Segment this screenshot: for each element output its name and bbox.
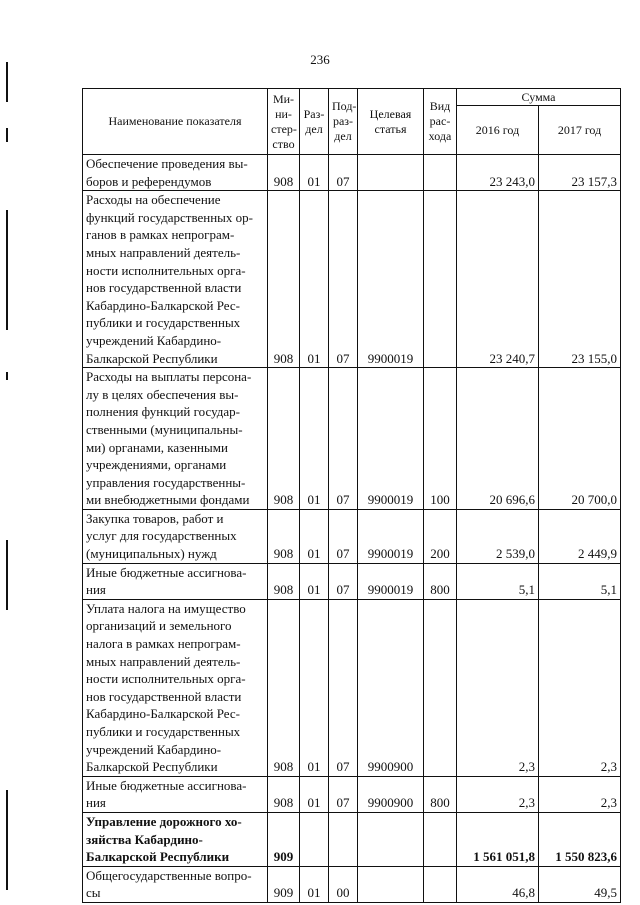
- cell-name: Расходы на обеспечение функций государственных ор- ганов в рамках непрограм- мных направлений деятель- ности исполнительных орга- нов государственной власти Кабардино-Балкарской Рес- публики и государственных учреждений Кабардино- Балкарской Республики: [83, 191, 268, 368]
- cell-2016: 23 243,0: [457, 155, 539, 191]
- page-number: 236: [310, 52, 330, 67]
- header-sum: Сумма: [457, 89, 621, 106]
- table-row: [83, 368, 621, 510]
- cell-expense-type: 100: [424, 368, 457, 510]
- cell-section: 01: [300, 776, 329, 812]
- cell-expense-type: 800: [424, 776, 457, 812]
- cell-section: 01: [300, 866, 329, 902]
- cell-expense-type: [424, 812, 457, 866]
- header-subsection: Под- раз- дел: [329, 89, 358, 155]
- cell-subsection: [329, 812, 358, 866]
- cell-name: Общегосударственные вопро- сы: [83, 866, 268, 902]
- table-row: [83, 563, 621, 599]
- cell-2017: 23 155,0: [539, 191, 621, 368]
- cell-2017: 2,3: [539, 776, 621, 812]
- header-year-2016: 2016 год: [457, 106, 539, 155]
- cell-target: [358, 812, 424, 866]
- cell-section: 01: [300, 509, 329, 563]
- cell-ministry: 909: [268, 812, 300, 866]
- budget-table: [82, 88, 621, 903]
- cell-subsection: 07: [329, 776, 358, 812]
- cell-ministry: 908: [268, 155, 300, 191]
- table-row: [83, 812, 621, 866]
- header-row: [83, 89, 621, 106]
- cell-2016: 2,3: [457, 599, 539, 776]
- cell-section: 01: [300, 563, 329, 599]
- cell-expense-type: [424, 191, 457, 368]
- cell-2016: 46,8: [457, 866, 539, 902]
- cell-target: 9900019: [358, 191, 424, 368]
- header-target: Целевая статья: [358, 89, 424, 155]
- cell-2016: 2 539,0: [457, 509, 539, 563]
- cell-ministry: 908: [268, 776, 300, 812]
- cell-expense-type: [424, 866, 457, 902]
- cell-target: 9900900: [358, 776, 424, 812]
- cell-target: 9900900: [358, 599, 424, 776]
- cell-subsection: 07: [329, 191, 358, 368]
- cell-target: [358, 866, 424, 902]
- cell-2017: 23 157,3: [539, 155, 621, 191]
- header-ministry: Ми- ни- стер- ство: [268, 89, 300, 155]
- cell-ministry: 908: [268, 368, 300, 510]
- cell-subsection: 07: [329, 599, 358, 776]
- cell-target: [358, 155, 424, 191]
- cell-subsection: 07: [329, 509, 358, 563]
- margin-mark: [6, 62, 8, 102]
- cell-target: 9900019: [358, 509, 424, 563]
- margin-mark: [6, 210, 8, 330]
- cell-name: Уплата налога на имущество организаций и земельного налога в рамках непрограм- мных направлений деятель- ности исполнительных орга- нов государственной власти Кабардино-Балкарской Рес- публики и государственных учреждений Кабардино- Балкарской Республики: [83, 599, 268, 776]
- cell-name: Иные бюджетные ассигнова- ния: [83, 563, 268, 599]
- cell-name: Обеспечение проведения вы- боров и референдумов: [83, 155, 268, 191]
- cell-2017: 20 700,0: [539, 368, 621, 510]
- cell-2017: 2,3: [539, 599, 621, 776]
- cell-name: Иные бюджетные ассигнова- ния: [83, 776, 268, 812]
- cell-2017: 2 449,9: [539, 509, 621, 563]
- margin-mark: [6, 790, 8, 890]
- table-body: [83, 155, 621, 903]
- cell-ministry: 909: [268, 866, 300, 902]
- cell-section: [300, 812, 329, 866]
- cell-expense-type: 200: [424, 509, 457, 563]
- header-expense-type: Вид рас- хода: [424, 89, 457, 155]
- table-row: [83, 155, 621, 191]
- cell-expense-type: 800: [424, 563, 457, 599]
- cell-2016: 2,3: [457, 776, 539, 812]
- cell-ministry: 908: [268, 563, 300, 599]
- cell-name: Расходы на выплаты персона- лу в целях обеспечения вы- полнения функций государ- ственными (муниципальны- ми) органами, казенными учреждениями, органами управления государственны- ми внебюджетными фондами: [83, 368, 268, 510]
- cell-section: 01: [300, 155, 329, 191]
- cell-2016: 23 240,7: [457, 191, 539, 368]
- cell-ministry: 908: [268, 599, 300, 776]
- cell-ministry: 908: [268, 509, 300, 563]
- cell-name: Закупка товаров, работ и услуг для государственных (муниципальных) нужд: [83, 509, 268, 563]
- cell-ministry: 908: [268, 191, 300, 368]
- header-section: Раз- дел: [300, 89, 329, 155]
- cell-2017: 1 550 823,6: [539, 812, 621, 866]
- cell-expense-type: [424, 599, 457, 776]
- cell-2017: 49,5: [539, 866, 621, 902]
- cell-section: 01: [300, 368, 329, 510]
- cell-section: 01: [300, 599, 329, 776]
- header-name: Наименование показателя: [83, 89, 268, 155]
- cell-subsection: 07: [329, 155, 358, 191]
- cell-2016: 20 696,6: [457, 368, 539, 510]
- header-year-2017: 2017 год: [539, 106, 621, 155]
- cell-2017: 5,1: [539, 563, 621, 599]
- cell-subsection: 00: [329, 866, 358, 902]
- table-row: [83, 776, 621, 812]
- table-row: [83, 599, 621, 776]
- cell-subsection: 07: [329, 368, 358, 510]
- table-row: [83, 191, 621, 368]
- table-row: [83, 509, 621, 563]
- cell-section: 01: [300, 191, 329, 368]
- cell-subsection: 07: [329, 563, 358, 599]
- cell-name: Управление дорожного хо- зяйства Кабардино- Балкарской Республики: [83, 812, 268, 866]
- cell-2016: 5,1: [457, 563, 539, 599]
- margin-mark: [6, 372, 8, 380]
- cell-expense-type: [424, 155, 457, 191]
- table-row: [83, 866, 621, 902]
- cell-target: 9900019: [358, 563, 424, 599]
- margin-mark: [6, 540, 8, 610]
- margin-mark: [6, 128, 8, 142]
- cell-target: 9900019: [358, 368, 424, 510]
- cell-2016: 1 561 051,8: [457, 812, 539, 866]
